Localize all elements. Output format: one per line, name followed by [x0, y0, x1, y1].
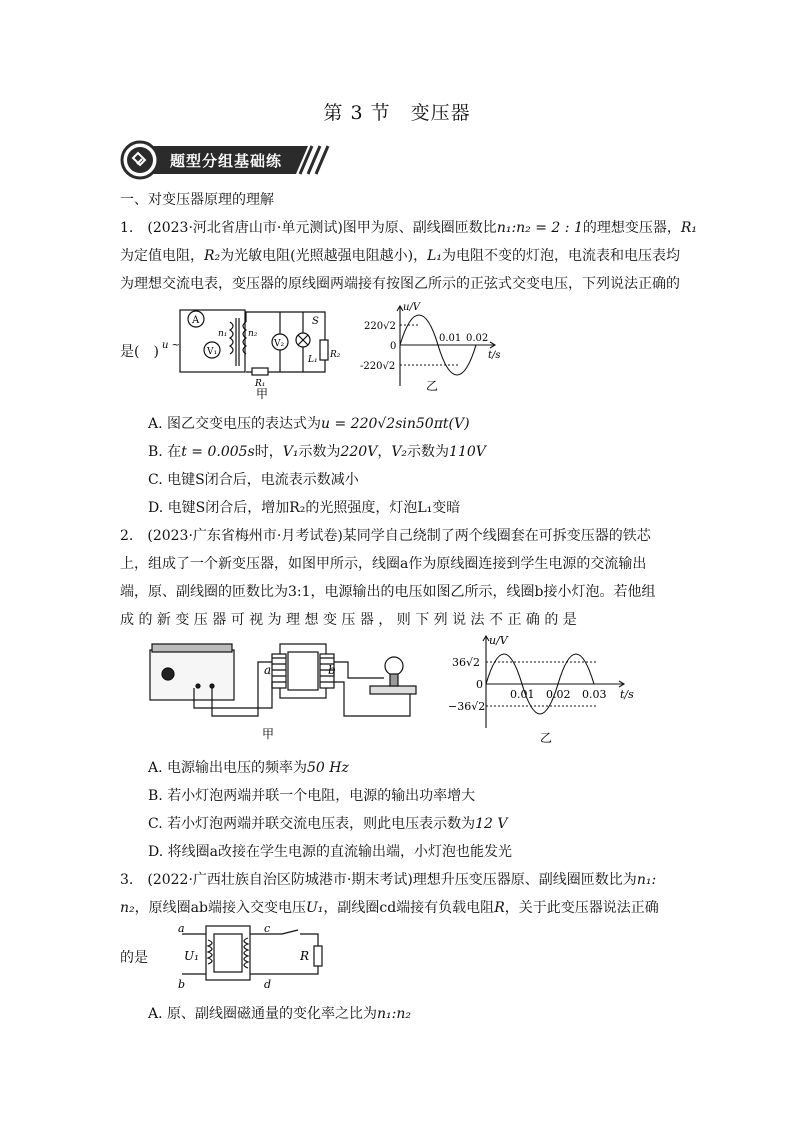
- svg-text:S: S: [312, 316, 319, 327]
- q3-line2: n₂，原线圈ab端接入交变电压U₁，副线圈cd端接有负载电阻R，关于此变压器说法正确: [120, 900, 659, 916]
- q1-line1: 1. (2023·河北省唐山市·单元测试)图甲为原、副线圈匝数比n₁:n₂ = 2 : 1的理想变压器，R₁: [120, 220, 698, 236]
- q2-apparatus-figure: [148, 636, 428, 746]
- svg-text:u ~: u ~: [162, 340, 180, 351]
- svg-text:n₁: n₁: [218, 329, 228, 339]
- q1-line4: 是( ): [120, 344, 159, 360]
- q2-line3: 端，原、副线圈的匝数比为3:1，电源输出的电压如图乙所示，线圈b接小灯泡。若他组: [120, 584, 656, 600]
- svg-text:d: d: [264, 978, 272, 991]
- q3-option-a[interactable]: A. 原、副线圈磁通量的变化率之比为n₁:n₂: [148, 1006, 411, 1022]
- svg-text:0.02: 0.02: [466, 333, 489, 344]
- q2-option-b[interactable]: B. 若小灯泡两端并联一个电阻，电源的输出功率增大: [148, 788, 476, 804]
- q3-line3: 的是: [120, 950, 148, 966]
- svg-text:c: c: [264, 922, 271, 935]
- page-title: 第 3 节 变压器: [323, 102, 471, 124]
- svg-text:a: a: [264, 663, 272, 677]
- svg-text:U₁: U₁: [184, 949, 199, 963]
- q3-line1: 3. (2022·广西壮族自治区防城港市·期末考试)理想升压变压器原、副线圈匝数比为n₁:: [120, 872, 657, 888]
- q1-option-c[interactable]: C. 电键S闭合后，电流表示数减小: [148, 472, 359, 488]
- q1-fig-yi: 乙: [426, 379, 439, 393]
- svg-text:a: a: [178, 922, 185, 935]
- svg-text:u/V: u/V: [403, 302, 421, 313]
- svg-text:R₂: R₂: [330, 350, 341, 360]
- svg-text:b: b: [328, 663, 336, 677]
- q1-sine-graph: [360, 300, 510, 395]
- section-banner: [120, 140, 340, 180]
- ammeter-label: A: [192, 315, 200, 326]
- svg-text:R₁: R₁: [255, 379, 266, 389]
- q2-option-d[interactable]: D. 将线圈a改接在学生电源的直流输出端，小灯泡也能发光: [148, 844, 512, 860]
- q2-option-a[interactable]: A. 电源输出电压的频率为50 Hz: [148, 760, 349, 776]
- q2-line4: 成 的 新 变 压 器 可 视 为 理 想 变 压 器 ， 则 下 列 说 法 不 正 确 的 是: [120, 612, 577, 628]
- banner-label: 题型分组基础练: [170, 152, 283, 170]
- section-heading: 一、对变压器原理的理解: [120, 192, 274, 208]
- svg-text:u/V: u/V: [489, 634, 508, 647]
- svg-text:220√2: 220√2: [364, 321, 396, 332]
- q1-line3: 为理想交流电表，变压器的原线圈两端接有按图乙所示的正弦式交变电压，下列说法正确的: [120, 276, 680, 292]
- svg-text:0: 0: [390, 341, 397, 352]
- q1-circuit-figure: [160, 302, 360, 402]
- q1-option-d[interactable]: D. 电键S闭合后，增加R₂的光照强度，灯泡L₁变暗: [148, 500, 461, 516]
- svg-text:0.01: 0.01: [439, 333, 462, 344]
- svg-text:t/s: t/s: [620, 688, 634, 701]
- q2-line2: 上，组成了一个新变压器，如图甲所示，线圈a作为原线圈连接到学生电源的交流输出: [120, 556, 647, 572]
- svg-text:n₂: n₂: [248, 329, 258, 339]
- svg-text:t/s: t/s: [488, 350, 501, 361]
- q3-transformer-figure: [172, 920, 332, 992]
- q2-fig-jia: 甲: [262, 727, 275, 741]
- q2-line1: 2. (2023·广东省梅州市·月考试卷)某同学自己绕制了两个线圈套在可拆变压器的铁芯: [120, 528, 651, 544]
- svg-text:0: 0: [476, 678, 483, 691]
- svg-text:0.03: 0.03: [582, 688, 607, 701]
- svg-text:0.01: 0.01: [510, 688, 535, 701]
- q1-option-b[interactable]: B. 在t = 0.005s时，V₁示数为220V，V₂示数为110V: [148, 444, 486, 460]
- q2-fig-yi: 乙: [540, 731, 553, 744]
- svg-text:0.02: 0.02: [546, 688, 571, 701]
- q1-fig-jia: 甲: [256, 387, 269, 401]
- svg-text:L₁: L₁: [308, 355, 318, 365]
- svg-text:b: b: [178, 978, 186, 991]
- q1-line2: 为定值电阻，R₂为光敏电阻(光照越强电阻越小)，L₁为电阻不变的灯泡，电流表和电压表均: [120, 248, 681, 264]
- voltmeter2-label: V₂: [274, 339, 285, 349]
- svg-text:−36√2: −36√2: [448, 700, 486, 713]
- voltmeter1-label: V₁: [207, 347, 218, 357]
- svg-text:-220√2: -220√2: [360, 361, 396, 372]
- q2-sine-graph: [446, 632, 646, 744]
- q1-option-a[interactable]: A. 图乙交变电压的表达式为u = 220√2sin50πt(V): [148, 416, 470, 432]
- svg-text:36√2: 36√2: [452, 656, 481, 669]
- svg-text:R: R: [300, 949, 310, 963]
- q2-option-c[interactable]: C. 若小灯泡两端并联交流电压表，则此电压表示数为12 V: [148, 816, 508, 832]
